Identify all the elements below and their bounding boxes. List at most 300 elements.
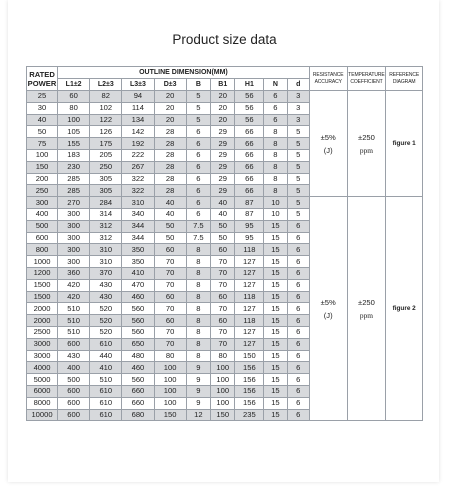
dimension-cell: 95 — [235, 232, 264, 244]
dimension-cell: 322 — [122, 173, 154, 185]
dimension-cell: 460 — [122, 291, 154, 303]
rated-power-cell: 250 — [27, 185, 58, 197]
dimension-cell: 28 — [154, 185, 186, 197]
dimension-cell: 6 — [287, 244, 309, 256]
rated-power-cell: 5000 — [27, 374, 58, 386]
dimension-cell: 10 — [264, 208, 287, 220]
dimension-cell: 205 — [90, 149, 122, 161]
dimension-cell: 87 — [235, 197, 264, 209]
dimension-cell: 60 — [211, 315, 235, 327]
dimension-cell: 5 — [287, 149, 309, 161]
accuracy-value: ±5% — [320, 297, 336, 307]
dimension-cell: 9 — [186, 362, 210, 374]
dimension-cell: 60 — [154, 315, 186, 327]
dimension-cell: 8 — [264, 161, 287, 173]
dimension-cell: 8 — [186, 303, 210, 315]
dimension-cell: 66 — [235, 138, 264, 150]
dimension-cell: 15 — [264, 385, 287, 397]
dimension-cell: 440 — [90, 350, 122, 362]
header-rated-power: RATED POWER — [27, 67, 58, 91]
dimension-cell: 6 — [287, 303, 309, 315]
dimension-cell: 8 — [186, 279, 210, 291]
rated-power-cell: 2000 — [27, 315, 58, 327]
dimension-cell: 350 — [122, 256, 154, 268]
header-temperature-coefficient: TEMPERATURE COEFFICIENT — [347, 67, 386, 91]
dimension-cell: 344 — [122, 232, 154, 244]
dimension-cell: 500 — [58, 374, 90, 386]
dimension-cell: 6 — [287, 256, 309, 268]
dimension-cell: 15 — [264, 303, 287, 315]
dimension-cell: 6 — [287, 338, 309, 350]
dimension-cell: 56 — [235, 114, 264, 126]
dimension-cell: 70 — [154, 267, 186, 279]
dimension-cell: 15 — [264, 409, 287, 421]
dimension-cell: 100 — [211, 397, 235, 409]
dimension-cell: 400 — [58, 362, 90, 374]
table-row — [27, 91, 423, 103]
dimension-cell: 5 — [287, 173, 309, 185]
dimension-cell: 8 — [186, 244, 210, 256]
header-reference-diagram: REFERENCE DIAGRAM — [386, 67, 423, 91]
dimension-cell: 8 — [186, 256, 210, 268]
dimension-cell: 40 — [211, 197, 235, 209]
dimension-cell: 6 — [186, 185, 210, 197]
column-header: L3±3 — [122, 79, 154, 91]
dimension-cell: 520 — [90, 303, 122, 315]
dimension-cell: 100 — [211, 362, 235, 374]
dimension-cell: 312 — [90, 220, 122, 232]
dimension-cell: 28 — [154, 126, 186, 138]
rated-power-cell: 2000 — [27, 303, 58, 315]
dimension-cell: 127 — [235, 279, 264, 291]
dimension-cell: 20 — [211, 91, 235, 103]
accuracy-code: (J) — [323, 145, 333, 155]
dimension-cell: 8 — [264, 149, 287, 161]
dimension-cell: 650 — [122, 338, 154, 350]
dimension-cell: 29 — [211, 149, 235, 161]
dimension-cell: 350 — [122, 244, 154, 256]
dimension-cell: 142 — [122, 126, 154, 138]
dimension-cell: 222 — [122, 149, 154, 161]
dimension-cell: 60 — [58, 91, 90, 103]
dimension-cell: 20 — [154, 102, 186, 114]
rated-power-cell: 100 — [27, 149, 58, 161]
rated-power-cell: 600 — [27, 232, 58, 244]
resistance-accuracy-cell — [309, 91, 347, 197]
column-header: L1±2 — [58, 79, 90, 91]
dimension-cell: 284 — [90, 197, 122, 209]
dimension-cell: 80 — [154, 350, 186, 362]
dimension-cell: 660 — [122, 397, 154, 409]
dimension-cell: 470 — [122, 279, 154, 291]
dimension-cell: 9 — [186, 374, 210, 386]
rated-power-cell: 30 — [27, 102, 58, 114]
dimension-cell: 70 — [154, 279, 186, 291]
dimension-cell: 300 — [58, 244, 90, 256]
dimension-cell: 5 — [287, 197, 309, 209]
dimension-cell: 15 — [264, 256, 287, 268]
dimension-cell: 20 — [211, 114, 235, 126]
dimension-cell: 40 — [154, 197, 186, 209]
accuracy-value: ±5% — [320, 132, 336, 142]
dimension-cell: 126 — [90, 126, 122, 138]
dimension-cell: 100 — [154, 374, 186, 386]
rated-power-cell: 400 — [27, 208, 58, 220]
dimension-cell: 6 — [287, 397, 309, 409]
column-header: N — [264, 79, 287, 91]
dimension-cell: 15 — [264, 220, 287, 232]
dimension-cell: 70 — [154, 303, 186, 315]
dimension-cell: 127 — [235, 338, 264, 350]
dimension-cell: 156 — [235, 385, 264, 397]
dimension-cell: 310 — [90, 244, 122, 256]
dimension-cell: 150 — [154, 409, 186, 421]
dimension-cell: 6 — [287, 291, 309, 303]
dimension-cell: 15 — [264, 362, 287, 374]
dimension-cell: 310 — [90, 256, 122, 268]
page-title: Product size data — [172, 32, 277, 47]
dimension-cell: 9 — [186, 397, 210, 409]
dimension-cell: 600 — [58, 409, 90, 421]
dimension-cell: 87 — [235, 208, 264, 220]
dimension-cell: 660 — [122, 385, 154, 397]
dimension-cell: 520 — [90, 326, 122, 338]
dimension-cell: 560 — [122, 303, 154, 315]
dimension-cell: 610 — [90, 338, 122, 350]
dimension-cell: 118 — [235, 244, 264, 256]
dimension-cell: 156 — [235, 397, 264, 409]
header-resistance-accuracy: RESISTANCE ACCURACY — [309, 67, 347, 91]
dimension-cell: 100 — [154, 385, 186, 397]
dimension-cell: 60 — [154, 244, 186, 256]
dimension-cell: 6 — [264, 91, 287, 103]
dimension-cell: 5 — [287, 138, 309, 150]
dimension-cell: 50 — [211, 232, 235, 244]
accuracy-code: (J) — [323, 310, 333, 320]
dimension-cell: 6 — [186, 161, 210, 173]
column-header: L2±3 — [90, 79, 122, 91]
rated-power-cell: 40 — [27, 114, 58, 126]
dimension-cell: 270 — [58, 197, 90, 209]
dimension-cell: 6 — [264, 114, 287, 126]
dimension-cell: 8 — [264, 138, 287, 150]
figure-label: figure 2 — [392, 305, 416, 313]
dimension-cell: 15 — [264, 397, 287, 409]
dimension-cell: 344 — [122, 220, 154, 232]
dimension-cell: 15 — [264, 267, 287, 279]
dimension-cell: 175 — [90, 138, 122, 150]
dimension-cell: 420 — [58, 291, 90, 303]
dimension-cell: 6 — [287, 279, 309, 291]
rated-power-cell: 150 — [27, 161, 58, 173]
dimension-cell: 50 — [154, 232, 186, 244]
dimension-cell: 150 — [211, 409, 235, 421]
dimension-cell: 134 — [122, 114, 154, 126]
rated-power-cell: 1500 — [27, 291, 58, 303]
dimension-cell: 610 — [90, 397, 122, 409]
dimension-cell: 28 — [154, 138, 186, 150]
rated-power-cell: 8000 — [27, 397, 58, 409]
rated-power-cell: 50 — [27, 126, 58, 138]
dimension-cell: 70 — [211, 303, 235, 315]
dimension-cell: 20 — [154, 114, 186, 126]
dimension-cell: 310 — [122, 197, 154, 209]
dimension-cell: 5 — [287, 185, 309, 197]
dimension-cell: 118 — [235, 315, 264, 327]
reference-diagram-cell — [386, 197, 423, 421]
dimension-cell: 322 — [122, 185, 154, 197]
product-size-table — [26, 66, 423, 421]
dimension-cell: 66 — [235, 161, 264, 173]
dimension-cell: 29 — [211, 173, 235, 185]
column-header: B — [186, 79, 210, 91]
dimension-cell: 5 — [287, 161, 309, 173]
dimension-cell: 127 — [235, 267, 264, 279]
dimension-cell: 127 — [235, 326, 264, 338]
dimension-cell: 430 — [90, 291, 122, 303]
temperature-coefficient-cell — [347, 197, 386, 421]
dimension-cell: 60 — [211, 244, 235, 256]
dimension-cell: 56 — [235, 91, 264, 103]
dimension-cell: 118 — [235, 291, 264, 303]
dimension-cell: 520 — [90, 315, 122, 327]
dimension-cell: 60 — [154, 291, 186, 303]
dimension-cell: 410 — [122, 267, 154, 279]
dimension-cell: 560 — [122, 315, 154, 327]
dimension-cell: 420 — [58, 279, 90, 291]
dimension-cell: 6 — [287, 315, 309, 327]
header-outline-dimension: OUTLINE DIMENSION(MM) — [58, 67, 310, 79]
dimension-cell: 6 — [287, 326, 309, 338]
rated-power-cell: 200 — [27, 173, 58, 185]
dimension-cell: 7.5 — [186, 232, 210, 244]
dimension-cell: 105 — [58, 126, 90, 138]
dimension-cell: 360 — [58, 267, 90, 279]
dimension-cell: 40 — [211, 208, 235, 220]
dimension-cell: 510 — [58, 303, 90, 315]
rated-power-cell: 10000 — [27, 409, 58, 421]
dimension-cell: 192 — [122, 138, 154, 150]
rated-power-cell: 75 — [27, 138, 58, 150]
dimension-cell: 6 — [186, 197, 210, 209]
dimension-cell: 29 — [211, 185, 235, 197]
dimension-cell: 6 — [287, 409, 309, 421]
dimension-cell: 6 — [186, 138, 210, 150]
dimension-cell: 20 — [154, 91, 186, 103]
dimension-cell: 56 — [235, 102, 264, 114]
rated-power-cell: 6000 — [27, 385, 58, 397]
reference-diagram-cell — [386, 91, 423, 197]
rated-power-cell: 1000 — [27, 256, 58, 268]
rated-power-cell: 1200 — [27, 267, 58, 279]
dimension-cell: 15 — [264, 232, 287, 244]
table-row — [27, 197, 423, 209]
dimension-cell: 66 — [235, 173, 264, 185]
rated-power-cell: 800 — [27, 244, 58, 256]
dimension-cell: 12 — [186, 409, 210, 421]
dimension-cell: 305 — [90, 173, 122, 185]
dimension-cell: 314 — [90, 208, 122, 220]
dimension-cell: 29 — [211, 161, 235, 173]
dimension-cell: 305 — [90, 185, 122, 197]
dimension-cell: 460 — [122, 362, 154, 374]
dimension-cell: 8 — [186, 338, 210, 350]
dimension-cell: 6 — [264, 102, 287, 114]
dimension-cell: 60 — [211, 291, 235, 303]
dimension-cell: 300 — [58, 232, 90, 244]
dimension-cell: 285 — [58, 173, 90, 185]
dimension-cell: 600 — [58, 397, 90, 409]
dimension-cell: 510 — [58, 315, 90, 327]
dimension-cell: 3 — [287, 91, 309, 103]
dimension-cell: 127 — [235, 256, 264, 268]
dimension-cell: 6 — [287, 232, 309, 244]
dimension-cell: 285 — [58, 185, 90, 197]
dimension-cell: 80 — [211, 350, 235, 362]
dimension-cell: 6 — [287, 350, 309, 362]
rated-power-cell: 500 — [27, 220, 58, 232]
dimension-cell: 70 — [211, 326, 235, 338]
dimension-cell: 66 — [235, 126, 264, 138]
dimension-cell: 5 — [186, 114, 210, 126]
rated-power-cell: 25 — [27, 91, 58, 103]
dimension-cell: 70 — [154, 256, 186, 268]
dimension-cell: 6 — [287, 374, 309, 386]
dimension-cell: 8 — [186, 326, 210, 338]
dimension-cell: 410 — [90, 362, 122, 374]
dimension-cell: 6 — [287, 220, 309, 232]
dimension-cell: 70 — [211, 256, 235, 268]
dimension-cell: 70 — [154, 326, 186, 338]
column-header: D±3 — [154, 79, 186, 91]
temp-coeff-value: ±250 — [358, 297, 375, 307]
temp-coeff-unit: ppm — [359, 145, 374, 155]
dimension-cell: 15 — [264, 350, 287, 362]
dimension-cell: 8 — [264, 173, 287, 185]
dimension-cell: 5 — [287, 208, 309, 220]
dimension-cell: 15 — [264, 374, 287, 386]
dimension-cell: 8 — [186, 350, 210, 362]
dimension-cell: 560 — [122, 374, 154, 386]
dimension-cell: 100 — [154, 397, 186, 409]
dimension-cell: 510 — [90, 374, 122, 386]
dimension-cell: 150 — [235, 350, 264, 362]
dimension-cell: 15 — [264, 338, 287, 350]
dimension-cell: 156 — [235, 374, 264, 386]
dimension-cell: 5 — [186, 91, 210, 103]
dimension-cell: 5 — [186, 102, 210, 114]
dimension-cell: 66 — [235, 149, 264, 161]
dimension-cell: 250 — [90, 161, 122, 173]
dimension-cell: 235 — [235, 409, 264, 421]
dimension-cell: 8 — [186, 267, 210, 279]
dimension-cell: 70 — [154, 338, 186, 350]
dimension-cell: 70 — [211, 279, 235, 291]
column-header: B1 — [211, 79, 235, 91]
dimension-cell: 7.5 — [186, 220, 210, 232]
dimension-cell: 6 — [287, 385, 309, 397]
dimension-cell: 8 — [186, 291, 210, 303]
temperature-coefficient-cell — [347, 91, 386, 197]
dimension-cell: 300 — [58, 220, 90, 232]
dimension-cell: 28 — [154, 173, 186, 185]
dimension-cell: 300 — [58, 208, 90, 220]
dimension-cell: 94 — [122, 91, 154, 103]
dimension-cell: 3 — [287, 102, 309, 114]
dimension-cell: 15 — [264, 244, 287, 256]
dimension-cell: 6 — [186, 208, 210, 220]
dimension-cell: 100 — [211, 374, 235, 386]
dimension-cell: 340 — [122, 208, 154, 220]
dimension-cell: 122 — [90, 114, 122, 126]
dimension-cell: 6 — [186, 173, 210, 185]
resistance-accuracy-cell — [309, 197, 347, 421]
dimension-cell: 102 — [90, 102, 122, 114]
dimension-cell: 6 — [287, 267, 309, 279]
dimension-cell: 80 — [58, 102, 90, 114]
rated-power-cell: 1500 — [27, 279, 58, 291]
dimension-cell: 50 — [154, 220, 186, 232]
dimension-cell: 370 — [90, 267, 122, 279]
dimension-cell: 510 — [58, 326, 90, 338]
dimension-cell: 70 — [211, 338, 235, 350]
dimension-cell: 680 — [122, 409, 154, 421]
dimension-cell: 610 — [90, 385, 122, 397]
dimension-cell: 20 — [211, 102, 235, 114]
dimension-cell: 183 — [58, 149, 90, 161]
dimension-cell: 6 — [186, 126, 210, 138]
dimension-cell: 15 — [264, 291, 287, 303]
dimension-cell: 230 — [58, 161, 90, 173]
dimension-cell: 95 — [235, 220, 264, 232]
figure-label: figure 1 — [392, 140, 416, 148]
dimension-cell: 100 — [211, 385, 235, 397]
dimension-cell: 28 — [154, 149, 186, 161]
temp-coeff-unit: ppm — [359, 310, 374, 320]
dimension-cell: 15 — [264, 279, 287, 291]
dimension-cell: 600 — [58, 338, 90, 350]
dimension-cell: 560 — [122, 326, 154, 338]
dimension-cell: 8 — [186, 315, 210, 327]
dimension-cell: 28 — [154, 161, 186, 173]
dimension-cell: 15 — [264, 315, 287, 327]
dimension-cell: 3 — [287, 114, 309, 126]
dimension-cell: 156 — [235, 362, 264, 374]
dimension-cell: 430 — [90, 279, 122, 291]
dimension-cell: 29 — [211, 126, 235, 138]
rated-power-cell: 4000 — [27, 362, 58, 374]
dimension-cell: 267 — [122, 161, 154, 173]
rated-power-cell: 2500 — [27, 326, 58, 338]
dimension-cell: 8 — [264, 126, 287, 138]
dimension-cell: 6 — [287, 362, 309, 374]
dimension-cell: 300 — [58, 256, 90, 268]
dimension-cell: 8 — [264, 185, 287, 197]
dimension-cell: 29 — [211, 138, 235, 150]
dimension-cell: 6 — [186, 149, 210, 161]
dimension-cell: 66 — [235, 185, 264, 197]
dimension-cell: 430 — [58, 350, 90, 362]
dimension-cell: 70 — [211, 267, 235, 279]
rated-power-cell: 3000 — [27, 338, 58, 350]
dimension-cell: 480 — [122, 350, 154, 362]
column-header: d — [287, 79, 309, 91]
dimension-cell: 100 — [154, 362, 186, 374]
dimension-cell: 127 — [235, 303, 264, 315]
column-header: H1 — [235, 79, 264, 91]
dimension-cell: 10 — [264, 197, 287, 209]
dimension-cell: 9 — [186, 385, 210, 397]
